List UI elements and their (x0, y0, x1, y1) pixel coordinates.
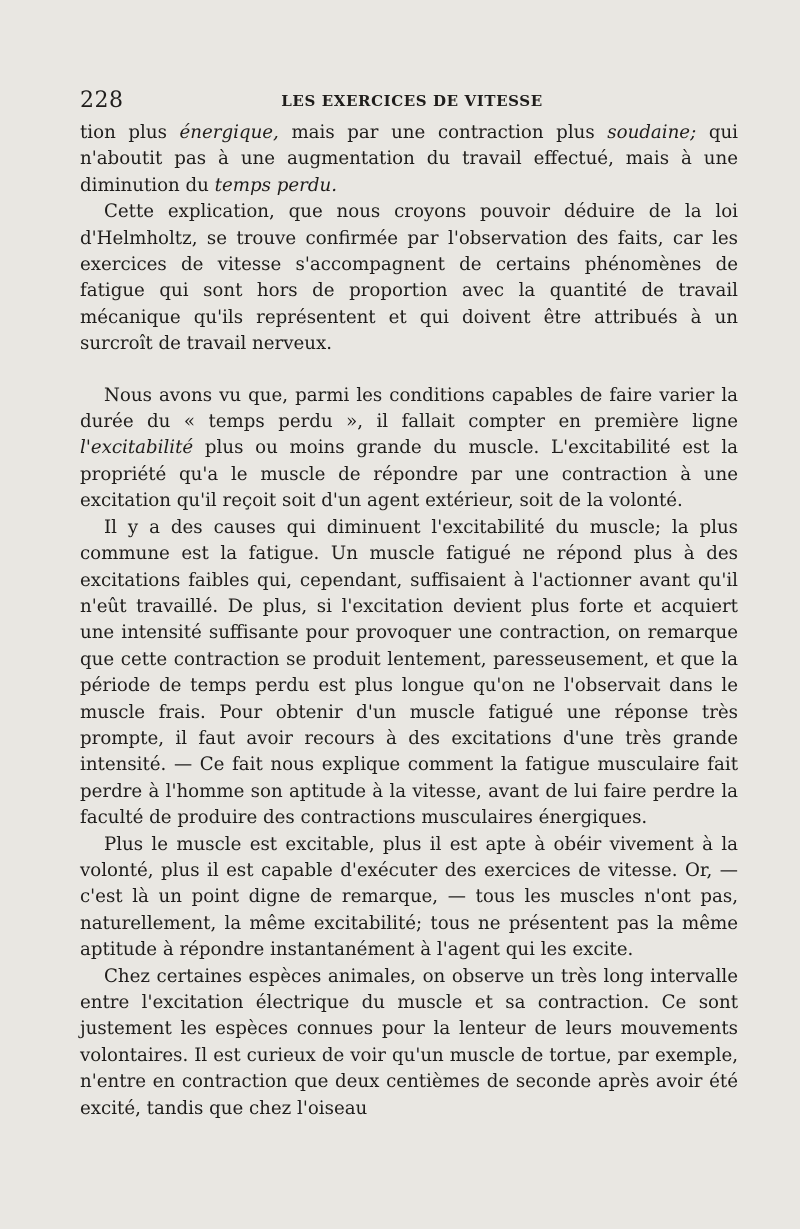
paragraph (80, 964, 738, 1122)
text-run: qui n'aboutit pas à une augmentation du travail effectué, mais à une diminution du (80, 122, 738, 196)
text-run: tion plus (80, 122, 180, 143)
italic-text: temps perdu. (214, 174, 337, 196)
italic-text: soudaine; (607, 122, 697, 143)
body-text (80, 120, 738, 1122)
text-run: Il y a des causes qui diminuent l'excitabilité du muscle; la plus commune est la fatigue. Un muscle fatigué ne répond plus à des excitations faibles qui, cependant, suffisaient à l'actionner avant qu'il n'eût travaillé. De plus, si l'excitation devient plus forte et acquiert une intensité suffisante pour provoquer une contraction, on remarque que cette contraction se produit lentement, paresseusement, et que la période de temps perdu est plus longue qu'on ne l'observait dans le muscle frais. Pour obtenir d'un muscle fatigué une réponse très prompte, il faut avoir recours à des excitations d'une très grande intensité. — Ce fait nous explique comment la fatigue musculaire fait perdre à l'homme son aptitude à la vitesse, avant de lui faire perdre la faculté de produire des contractions musculaires énergiques. (80, 516, 738, 829)
running-head: LES EXERCICES DE VITESSE (281, 92, 543, 110)
paragraph (80, 383, 738, 515)
italic-text: l'excitabilité (80, 437, 194, 459)
text-run: mais par une contraction plus (278, 122, 608, 143)
italic-text: énergique, (179, 122, 279, 143)
text-run: Cette explication, que nous croyons pouvoir déduire de la loi d'Helmholtz, se trouve confirmée par l'observation des faits, car les exercices de vitesse s'accompagnent de certains phénomènes de fatigue qui sont hors de proportion avec la quantité de travail mécanique qu'ils représentent et qui doivent être attribués à un surcroît de travail nerveux. (80, 201, 738, 355)
text-run: Plus le muscle est excitable, plus il est apte à obéir vivement à la volonté, plus il est capable d'exécuter des exercices de vitesse. Or, — c'est là un point digne de remarque, — tous les muscles n'ont pas, naturellement, la même excitabilité; tous ne présentent pas la même aptitude à répondre instantanément à l'agent qui les excite. (80, 833, 738, 961)
paragraph (80, 199, 738, 357)
paragraph (80, 832, 738, 964)
page-number: 228 (80, 88, 124, 113)
page-header (80, 88, 744, 116)
paragraph (80, 515, 738, 832)
text-run: Chez certaines espèces animales, on observe un très long intervalle entre l'excitation électrique du muscle et sa contraction. Ce sont justement les espèces connues pour la lenteur de leurs mouvements volontaires. Il est curieux de voir qu'un muscle de tortue, par exemple, n'entre en contraction que deux centièmes de seconde après avoir été excité, tandis que chez l'oiseau (80, 965, 738, 1119)
text-run: Nous avons vu que, parmi les conditions capables de faire varier la durée du « temps perdu », il fallait compter en première ligne (80, 384, 738, 433)
paragraph (80, 120, 738, 199)
text-run: plus ou moins grande du muscle. L'excitabilité est la propriété qu'a le muscle de répondre par une contraction à une excitation qu'il reçoit soit d'un agent extérieur, soit de la volonté. (80, 437, 738, 512)
